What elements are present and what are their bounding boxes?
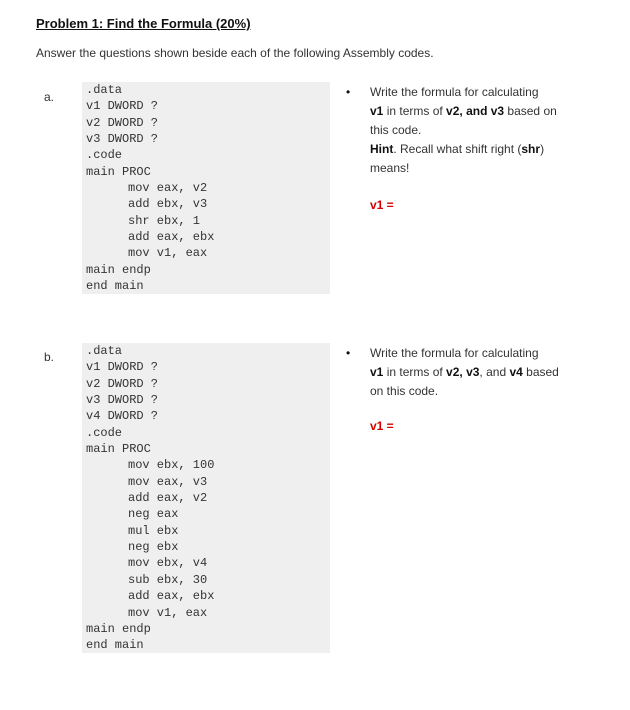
hint-line: means! [370, 161, 410, 175]
problem-b-answer: v1 = [370, 419, 394, 433]
problem-a-code-block [82, 82, 330, 294]
code-line: end main [86, 638, 144, 653]
code-line: v1 DWORD ? [86, 360, 159, 375]
code-line: mov ebx, 100 [128, 458, 215, 473]
instructions-text: Answer the questions shown beside each of the following Assembly codes. [36, 46, 434, 60]
code-line: mov eax, v3 [128, 474, 208, 489]
problem-a-question [346, 83, 576, 178]
code-line: .data [86, 344, 123, 358]
code-line: v2 DWORD ? [86, 376, 159, 391]
bullet-icon: • [346, 85, 351, 99]
code-line: v1 DWORD ? [86, 99, 159, 114]
code-line: .code [86, 148, 123, 163]
question-line: Write the formula for calculating [370, 346, 539, 360]
code-line: mov ebx, v4 [128, 556, 208, 571]
code-line: neg ebx [128, 540, 179, 555]
problem-b-question-text [370, 344, 576, 401]
code-line: main PROC [86, 164, 151, 179]
code-line: .code [86, 425, 123, 440]
question-line: on this code. [370, 384, 439, 398]
question-line: this code. [370, 123, 422, 137]
code-line: mul ebx [128, 523, 179, 538]
question-line: Write the formula for calculating [370, 85, 539, 99]
code-line: .data [86, 83, 123, 97]
code-line: v4 DWORD ? [86, 409, 159, 424]
code-line: add eax, ebx [128, 589, 215, 604]
code-line: add eax, ebx [128, 230, 215, 245]
problem-a-answer: v1 = [370, 198, 394, 212]
code-line: shr ebx, 1 [128, 213, 201, 228]
problem-title: Problem 1: Find the Formula (20%) [36, 16, 251, 31]
code-line: end main [86, 279, 144, 294]
question-line: v1 in terms of v2, v3, and v4 based [370, 365, 559, 379]
code-line: v2 DWORD ? [86, 115, 159, 130]
bullet-icon: • [346, 346, 351, 360]
problem-b-question [346, 344, 576, 401]
code-line: mov eax, v2 [128, 181, 208, 196]
code-line: v3 DWORD ? [86, 393, 159, 408]
code-line: sub ebx, 30 [128, 572, 208, 587]
code-line: main endp [86, 262, 151, 277]
hint-line: Hint. Recall what shift right (shr) [370, 142, 545, 156]
code-line: add ebx, v3 [128, 197, 208, 212]
code-line: neg eax [128, 507, 179, 522]
code-line: main PROC [86, 442, 151, 457]
code-line: mov v1, eax [128, 605, 208, 620]
problem-b-label: b. [44, 350, 55, 364]
question-line: v1 in terms of v2, and v3 based on [370, 104, 557, 118]
problem-b-code-block [82, 343, 330, 653]
problem-a-label: a. [44, 90, 55, 104]
problem-a-question-text [370, 83, 576, 178]
code-line: add eax, v2 [128, 491, 208, 506]
code-line: mov v1, eax [128, 246, 208, 261]
code-line: main endp [86, 621, 151, 636]
code-line: v3 DWORD ? [86, 132, 159, 147]
